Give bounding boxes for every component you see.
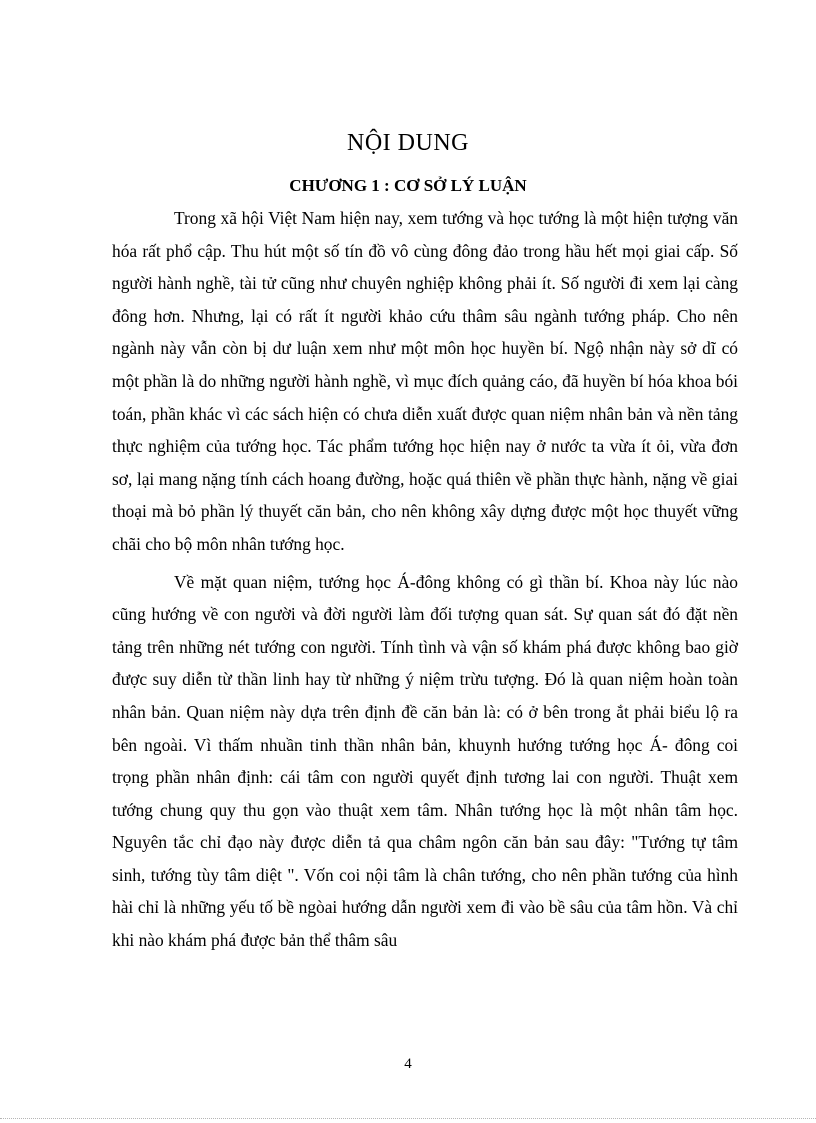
body-text: [112, 202, 738, 957]
page-bottom-divider: [0, 1118, 816, 1119]
chapter-heading: CHƯƠNG 1 : CƠ SỞ LÝ LUẬN: [289, 176, 527, 195]
paragraph-1: Trong xã hội Việt Nam hiện nay, xem tướng và học tướng là một hiện tượng văn hóa rất phổ cập. Thu hút một số tín đồ vô cùng đông đảo trong hầu hết mọi giai cấp. Số người hành nghề, tài tử cũng như chuyên nghiệp không phải ít. Số người đi xem lại càng đông hơn. Nhưng, lại có rất ít người khảo cứu thâm sâu ngành tướng pháp. Cho nên ngành này vẫn còn bị dư luận xem như một môn học huyền bí. Ngộ nhận này sở dĩ có một phần là do những người hành nghề, vì mục đích quảng cáo, đã huyền bí hóa khoa bói toán, phần khác vì các sách hiện có chưa diễn xuất được quan niệm nhân bản và nền tảng thực nghiệm của tướng học. Tác phẩm tướng học hiện nay ở nước ta vừa ít ỏi, vừa đơn sơ, lại mang nặng tính cách hoang đường, hoặc quá thiên về phần thực hành, nặng về giai thoại mà bỏ phần lý thuyết căn bản, cho nên không xây dựng được một học thuyết vững chãi cho bộ môn nhân tướng học.: [112, 208, 738, 554]
page-title: NỘI DUNG: [347, 130, 469, 156]
page-number: 4: [404, 1056, 412, 1072]
paragraph-2: Về mặt quan niệm, tướng học Á-đông không có gì thần bí. Khoa này lúc nào cũng hướng về con người và đời người làm đối tượng quan sát. Sự quan sát đó đặt nền tảng trên những nét tướng con người. Tính tình và vận số khám phá được không bao giờ được suy diễn từ thần linh hay từ những ý niệm trừu tượng. Đó là quan niệm hoàn toàn nhân bản. Quan niệm này dựa trên định đề căn bản là: có ở bên trong ắt phải biểu lộ ra bên ngoài. Vì thấm nhuần tinh thần nhân bản, khuynh hướng tướng học Á- đông coi trọng phần nhân định: cái tâm con người quyết định tương lai con người. Thuật xem tướng chung quy thu gọn vào thuật xem tâm. Nhân tướng học là một nhân tâm học. Nguyên tắc chỉ đạo này được diễn tả qua châm ngôn căn bản sau đây: "Tướng tự tâm sinh, tướng tùy tâm diệt ". Vốn coi nội tâm là chân tướng, cho nên phần tướng của hình hài chỉ là những yếu tố bề ngòai hướng dẫn người xem đi vào bề sâu của tâm hồn. Và chỉ khi nào khám phá được bản thể thâm sâu: [112, 571, 738, 951]
